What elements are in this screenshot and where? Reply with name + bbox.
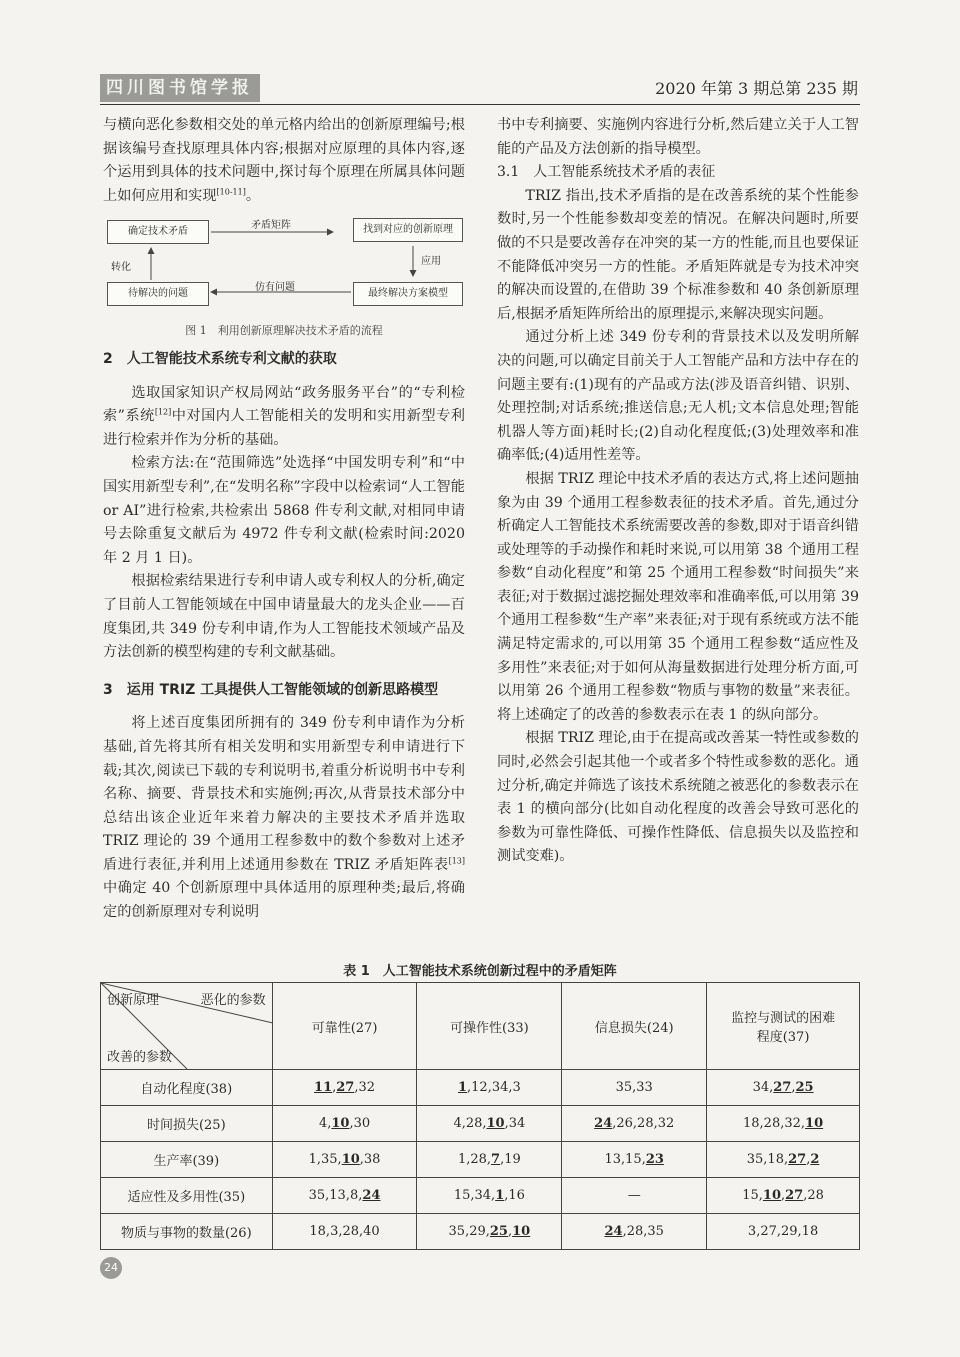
table-row <box>101 1070 860 1106</box>
principle-text: 3,27,29,18 <box>747 1224 819 1239</box>
section-3-1-title: 3.1 人工智能系统技术矛盾的表征 <box>497 164 716 181</box>
principle-text: ,26,28,32 <box>612 1116 675 1131</box>
arrow-label-left: 转化 <box>111 262 131 273</box>
principle-text: ,16 <box>504 1188 525 1203</box>
table-cell <box>272 1142 417 1178</box>
row-header: 生产率(39) <box>101 1142 273 1178</box>
principle-text: ,34 <box>504 1116 526 1131</box>
table-row <box>101 1178 860 1214</box>
table-cell <box>417 1214 562 1250</box>
column-header: 可靠性(27) <box>272 983 417 1070</box>
column-header: 信息损失(24) <box>562 983 707 1070</box>
principle-text: 15, <box>742 1188 763 1203</box>
paragraph: 通过分析上述 349 份专利的背景技术以及发明所解决的问题,可以确定目前关于人工智能产品和方法中存在的问题主要有:(1)现有的产品或方法(涉及语音纠错、识别、处理控制;对话系统;推送信息;无人机;文本信息处理;智能机器人等方面)耗时长;(2)自动化程度低;(3)处理效率和准确率低;(4)适用性差等。 <box>497 329 859 464</box>
issue-info: 2020 年第 3 期总第 235 期 <box>655 79 858 98</box>
principle-text: , <box>806 1152 811 1167</box>
table-cell <box>562 1178 707 1214</box>
principle-text: ,19 <box>500 1152 521 1167</box>
highlighted-principle: 10 <box>762 1188 781 1203</box>
highlighted-principle: 10 <box>331 1116 350 1131</box>
paragraph: 书中专利摘要、实施例内容进行分析,然后建立关于人工智能的产品及方法创新的指导模型。 <box>497 117 859 157</box>
principle-text: 13,15, <box>604 1152 646 1167</box>
paragraph: 检索方法:在“范围筛选”处选择“中国发明专利”和“中国实用新型专利”,在“发明名称”字段中以检索词“人工智能 or AI”进行检索,共检索出 5868 件专利文献,对相同申请号去除重复文献后为 4972 件专利文献(检索时间:2020 年 2 月 1 日)。 <box>103 455 465 566</box>
right-column <box>497 114 859 869</box>
table-row <box>101 1142 860 1178</box>
table-cell <box>562 1214 707 1250</box>
page-number: 24 <box>100 1257 122 1279</box>
flow-box-problem: 待解决的问题 <box>107 282 209 306</box>
principle-text: ,28,35 <box>622 1224 664 1239</box>
principle-text: ,32 <box>354 1080 376 1095</box>
arrow-label-top: 矛盾矩阵 <box>251 220 291 231</box>
table-cell <box>707 1178 860 1214</box>
flow-box-principle: 找到对应的创新原理 <box>353 218 463 242</box>
highlighted-principle: 23 <box>645 1152 664 1167</box>
table-cell <box>417 1070 562 1106</box>
paragraph: TRIZ 指出,技术矛盾指的是在改善系统的某个性能参数时,另一个性能参数却变差的情况。在解决问题时,所要做的不只是要改善存在冲突的某一方的性能,而且也要保证不能降低冲突另一方的性能。矛盾矩阵就是专为技术冲突的解决而设置的,在借助 39 个标准参数和 40 条创新原理后,根据矛盾矩阵所给出的原理提示,来解决现实问题。 <box>497 187 859 322</box>
principle-text: , <box>507 1224 513 1239</box>
principle-text: 35,33 <box>615 1080 653 1095</box>
section-2-title: 2 人工智能技术系统专利文献的获取 <box>103 351 337 367</box>
corner-label-improving: 改善的参数 <box>107 1050 173 1065</box>
principle-text: 1,28, <box>457 1152 492 1167</box>
table-header-row <box>101 983 860 1070</box>
highlighted-principle: 25 <box>489 1224 508 1239</box>
paragraph: 根据 TRIZ 理论,由于在提高或改善某一特性或参数的同时,必然会引起其他一个或者多个特性或参数的恶化。通过分析,确定并筛选了该技术系统随之被恶化的参数表示在表 1 的横向部分(比如自动化程度的改善会导致可恶化的参数为可靠性降低、可操作性降低、信息损失以及监控和测试变难)。 <box>497 730 859 865</box>
table-cell <box>562 1142 707 1178</box>
flow-box-contradiction: 确定技术矛盾 <box>107 220 209 244</box>
row-header: 物质与事物的数量(26) <box>101 1214 273 1250</box>
highlighted-principle: 25 <box>795 1080 814 1095</box>
highlighted-principle: 10 <box>486 1116 505 1131</box>
row-header: 适应性及多用性(35) <box>101 1178 273 1214</box>
row-header: 自动化程度(38) <box>101 1070 273 1106</box>
table-cell <box>272 1214 417 1250</box>
table-row <box>101 1214 860 1250</box>
highlighted-principle: 27 <box>773 1080 792 1095</box>
highlighted-principle: 24 <box>604 1224 623 1239</box>
highlighted-principle: 11 <box>314 1080 333 1095</box>
highlighted-principle: 24 <box>362 1188 381 1203</box>
table-cell <box>272 1106 417 1142</box>
citation: [13] <box>448 856 465 866</box>
figure-caption: 图 1 利用创新原理解决技术矛盾的流程 <box>185 324 383 337</box>
table-corner <box>101 983 273 1070</box>
highlighted-principle: 1 <box>495 1188 505 1203</box>
corner-label-principle: 创新原理 <box>107 993 160 1008</box>
principle-text: ,38 <box>359 1152 381 1167</box>
highlighted-principle: 27 <box>785 1188 804 1203</box>
principle-text: 1,35, <box>308 1152 342 1167</box>
arrow-label-right: 应用 <box>421 256 441 267</box>
paragraph: 根据检索结果进行专利申请人或专利权人的分析,确定了目前人工智能领域在中国申请量最大的龙头企业——百度集团,共 349 份专利申请,作为人工智能技术领域产品及方法创新的模型构建的专利文献基础。 <box>103 573 465 661</box>
table-cell <box>707 1214 860 1250</box>
table-row <box>101 1106 860 1142</box>
table-cell <box>417 1142 562 1178</box>
highlighted-principle: 27 <box>788 1152 807 1167</box>
citation: [10-11] <box>216 187 246 197</box>
highlighted-principle: 10 <box>512 1224 531 1239</box>
principle-text: 34, <box>752 1080 774 1095</box>
principle-text: , <box>332 1080 337 1095</box>
principle-text: 15,34, <box>453 1188 496 1203</box>
highlighted-principle: 10 <box>805 1116 824 1131</box>
paragraph: 根据 TRIZ 理论中技术矛盾的表达方式,将上述问题抽象为由 39 个通用工程参数表征的技术矛盾。首先,通过分析确定人工智能技术系统需要改善的参数,即对于语音纠错或处理等的手动操作和耗时来说,可以用第 38 个通用工程参数“自动化程度”和第 25 个通用工程参数“时间损失”来表征;对于数据过滤挖掘处理效率和准确率低,可以用第 39 个通用工程参数“生产率”来表征;对于现有系统或方法不能满足特定需求的,可以用第 35 个通用工程参数“适应性及多用性”来表征;对于如何从海量数据进行处理分析方面,可以用第 26 个通用工程参数“物质与事物的数量”来表征。将上述确定了的改善的参数表示在表 1 的纵向部分。 <box>497 470 859 723</box>
flow-box-solution: 最终解决方案模型 <box>353 282 463 306</box>
principle-text: — <box>627 1188 641 1203</box>
principle-text: ,30 <box>349 1116 371 1131</box>
column-header: 监控与测试的困难程度(37) <box>707 983 860 1070</box>
principle-text: 35,13,8, <box>308 1188 363 1203</box>
highlighted-principle: 27 <box>336 1080 355 1095</box>
section-3-title: 3 运用 TRIZ 工具提供人工智能领域的创新思路模型 <box>103 681 439 698</box>
table-cell <box>562 1070 707 1106</box>
left-column-main <box>103 348 465 925</box>
paragraph: 选取国家知识产权局网站“政务服务平台”的“专利检索”系统[12]中对国内人工智能相关的发明和实用新型专利进行检索并作为分析的基础。 <box>103 384 465 448</box>
principle-text: 18,3,28,40 <box>309 1224 380 1239</box>
table-title: 表 1 人工智能技术系统创新过程中的矛盾矩阵 <box>343 964 617 979</box>
highlighted-principle: 2 <box>810 1152 820 1167</box>
paragraph: 将上述百度集团所拥有的 349 份专利申请作为分析基础,首先将其所有相关发明和实用新型专利申请进行下载;其次,阅读已下载的专利说明书,着重分析说明书中专利名称、摘要、背景技术和实施例;再次,从背景技术部分中总结出该企业近年来着力解决的主要技术矛盾并选取 TRIZ 理论的 39 个通用工程参数中的数个参数对上述矛盾进行表征,并利用上述通用参数在 TRIZ 矛盾矩阵表[13]中确定 40 个创新原理中具体适用的原理种类;最后,将确定的创新原理对专利说明 <box>103 715 465 921</box>
principle-text: 4, <box>318 1116 332 1131</box>
principle-text: 4,28, <box>453 1116 487 1131</box>
highlighted-principle: 10 <box>341 1152 360 1167</box>
principle-text: 35,29, <box>448 1224 490 1239</box>
paragraph: 与横向恶化参数相交处的单元格内给出的创新原理编号;根据该编号查找原理具体内容;根据对应原理的具体内容,逐个运用到具体的技术问题中,探讨每个原理在所属具体问题上如何应用和实现[10-11]。 <box>103 117 465 204</box>
highlighted-principle: 24 <box>594 1116 613 1131</box>
principle-text: , <box>791 1080 796 1095</box>
highlighted-principle: 1 <box>457 1080 468 1095</box>
citation: [12] <box>154 407 172 417</box>
table-body <box>101 1070 860 1250</box>
table-cell <box>562 1106 707 1142</box>
table-cell <box>417 1178 562 1214</box>
left-column-top <box>103 114 465 208</box>
column-header: 可操作性(33) <box>417 983 562 1070</box>
principle-text: 35,18, <box>746 1152 789 1167</box>
row-header: 时间损失(25) <box>101 1106 273 1142</box>
table-cell <box>707 1142 860 1178</box>
table-cell <box>272 1178 417 1214</box>
principle-text: ,28 <box>803 1188 824 1203</box>
corner-label-worsening: 恶化的参数 <box>200 993 266 1008</box>
table-cell <box>417 1106 562 1142</box>
table-cell <box>707 1106 860 1142</box>
journal-logo: 四川图书馆学报 <box>100 74 260 102</box>
contradiction-matrix <box>100 982 860 1250</box>
table-cell <box>272 1070 417 1106</box>
arrow-label-bottom: 仿有问题 <box>255 282 295 293</box>
principle-text: ,12,34,3 <box>467 1080 521 1095</box>
header-rule <box>100 104 860 105</box>
principle-text: , <box>781 1188 786 1203</box>
principle-text: 18,28,32, <box>743 1116 806 1131</box>
highlighted-principle: 7 <box>491 1152 501 1167</box>
table-cell <box>707 1070 860 1106</box>
